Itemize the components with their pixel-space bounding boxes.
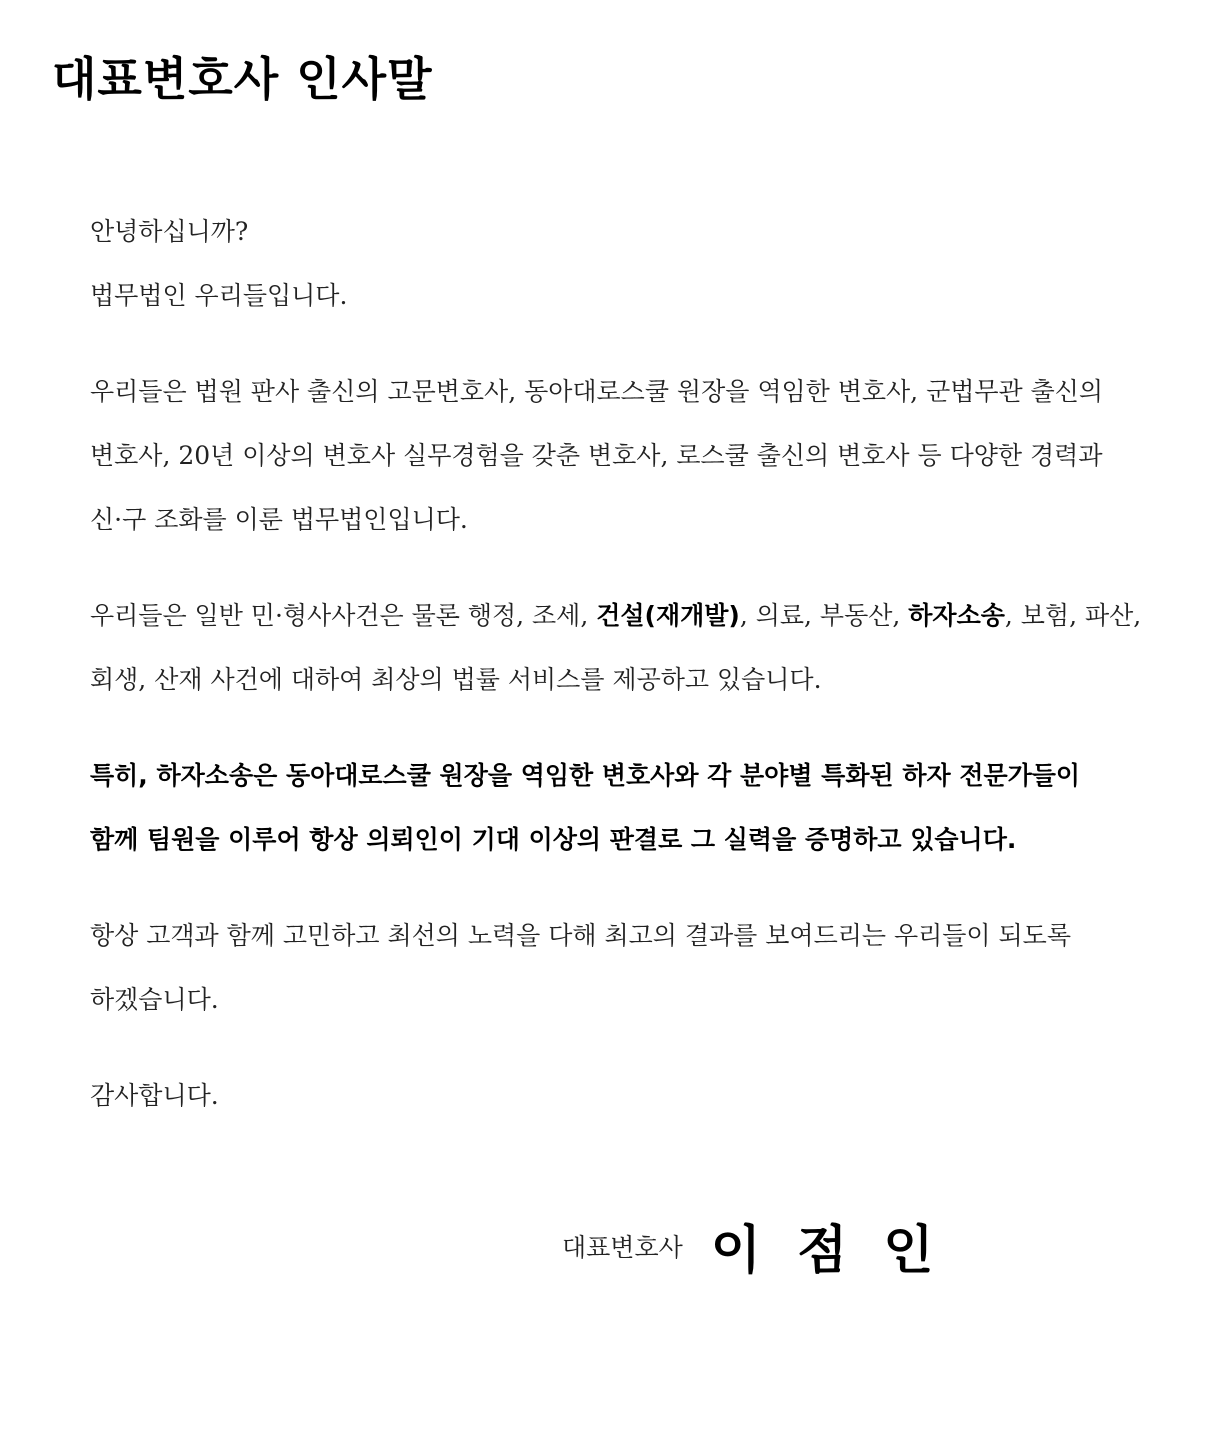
highlight-paragraph <box>90 744 1215 872</box>
text-segment: , 의료, 부동산, <box>739 601 909 630</box>
text-line: 특히, 하자소송은 동아대로스쿨 원장을 역임한 변호사와 각 분야별 특화된 하자 전문가들이 <box>90 761 1081 790</box>
signature-block <box>562 1208 969 1283</box>
firm-intro-line: 법무법인 우리들입니다. <box>90 281 348 310</box>
firm-profile-paragraph <box>90 360 1215 552</box>
text-segment: , 보험, 파산, <box>1004 601 1142 630</box>
text-line: 우리들은 법원 판사 출신의 고문변호사, 동아대로스쿨 원장을 역임한 변호사, 군법무관 출신의 <box>90 377 1104 406</box>
text-line <box>90 584 1215 648</box>
text-segment: 우리들은 일반 민·형사사건은 물론 행정, 조세, <box>90 601 597 630</box>
highlighted-practice-area: 하자소송 <box>908 601 1005 630</box>
highlighted-practice-area: 건설(재개발) <box>596 601 740 630</box>
practice-areas-paragraph <box>90 584 1215 712</box>
text-line: 회생, 산재 사건에 대하여 최상의 법률 서비스를 제공하고 있습니다. <box>90 665 822 694</box>
text-line: 변호사, 20년 이상의 변호사 실무경험을 갖춘 변호사, 로스쿨 출신의 변호사 등 다양한 경력과 <box>90 441 1103 470</box>
greeting-letter <box>90 200 1215 1160</box>
text-line: 항상 고객과 함께 고민하고 최선의 노력을 다해 최고의 결과를 보여드리는 우리들이 되도록 <box>90 921 1071 950</box>
text-line: 함께 팀원을 이루어 항상 의뢰인이 기대 이상의 판결로 그 실력을 증명하고 있습니다. <box>90 825 1017 854</box>
greeting-line: 안녕하십니까? <box>90 217 249 246</box>
closing-text: 감사합니다. <box>90 1081 219 1110</box>
text-line: 하겠습니다. <box>90 985 219 1014</box>
text-line: 신·구 조화를 이룬 법무법인입니다. <box>90 505 468 534</box>
page-title: 대표변호사 인사말 <box>52 52 433 106</box>
closing-paragraph <box>90 1064 1215 1128</box>
signature-role: 대표변호사 <box>562 1232 683 1262</box>
promise-paragraph <box>90 904 1215 1032</box>
greeting-paragraph <box>90 200 1215 328</box>
signature-name: 이점인 <box>710 1221 970 1281</box>
